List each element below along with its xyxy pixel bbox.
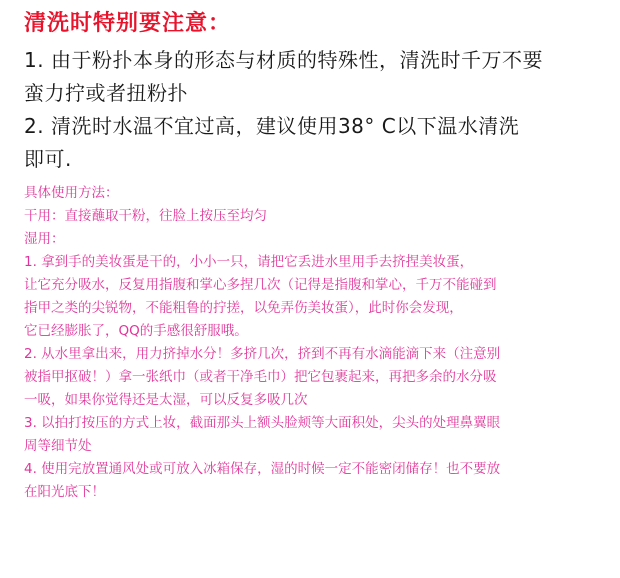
step4-line: 4. 使用完放置通风处或可放入冰箱保存，湿的时候一定不能密闭储存！也不要放 bbox=[24, 461, 501, 477]
step1-line: 让它充分吸水，反复用指腹和掌心多捏几次（记得是指腹和掌心，千万不能碰到 bbox=[24, 277, 497, 293]
note-line: 即可. bbox=[24, 147, 72, 171]
step2-line: 2. 从水里拿出来，用力挤掉水分！多挤几次，挤到不再有水滴能滴下来（注意别 bbox=[24, 346, 501, 362]
usage-heading: 具体使用方法： bbox=[24, 185, 119, 201]
note-line: 2. 清洗时水温不宜过高，建议使用38° C以下温水清洗 bbox=[24, 114, 520, 138]
step4-line: 在阳光底下！ bbox=[24, 484, 105, 500]
step2-line: 被指甲抠破！）拿一张纸巾（或者干净毛巾）把它包裹起来，再把多余的水分吸 bbox=[24, 369, 497, 385]
page-title: 清洗时特别要注意： bbox=[24, 11, 232, 36]
step1-line: 指甲之类的尖锐物，不能粗鲁的拧搓，以免弄伤美妆蛋），此时你会发现， bbox=[24, 300, 463, 316]
step2-line: 一吸，如果你觉得还是太湿，可以反复多吸几次 bbox=[24, 392, 308, 408]
usage-instructions bbox=[24, 182, 596, 504]
step1-line: 1. 拿到手的美妆蛋是干的，小小一只，请把它丢进水里用手去挤捏美妆蛋， bbox=[24, 254, 474, 270]
note-line: 1. 由于粉扑本身的形态与材质的特殊性，清洗时千万不要 bbox=[24, 48, 543, 72]
note-line: 蛮力拧或者扭粉扑 bbox=[24, 81, 188, 105]
step1-line: 它已经膨胀了，QQ的手感很舒服哦。 bbox=[24, 323, 248, 339]
cleaning-notes bbox=[24, 44, 596, 176]
wet-use-label: 湿用： bbox=[24, 231, 65, 247]
step3-line: 3. 以拍打按压的方式上妆，截面那头上额头脸颊等大面积处，尖头的处理鼻翼眼 bbox=[24, 415, 501, 431]
step3-line: 周等细节处 bbox=[24, 438, 92, 454]
dry-use-line: 干用：直接蘸取干粉，往脸上按压至均匀 bbox=[24, 208, 267, 224]
